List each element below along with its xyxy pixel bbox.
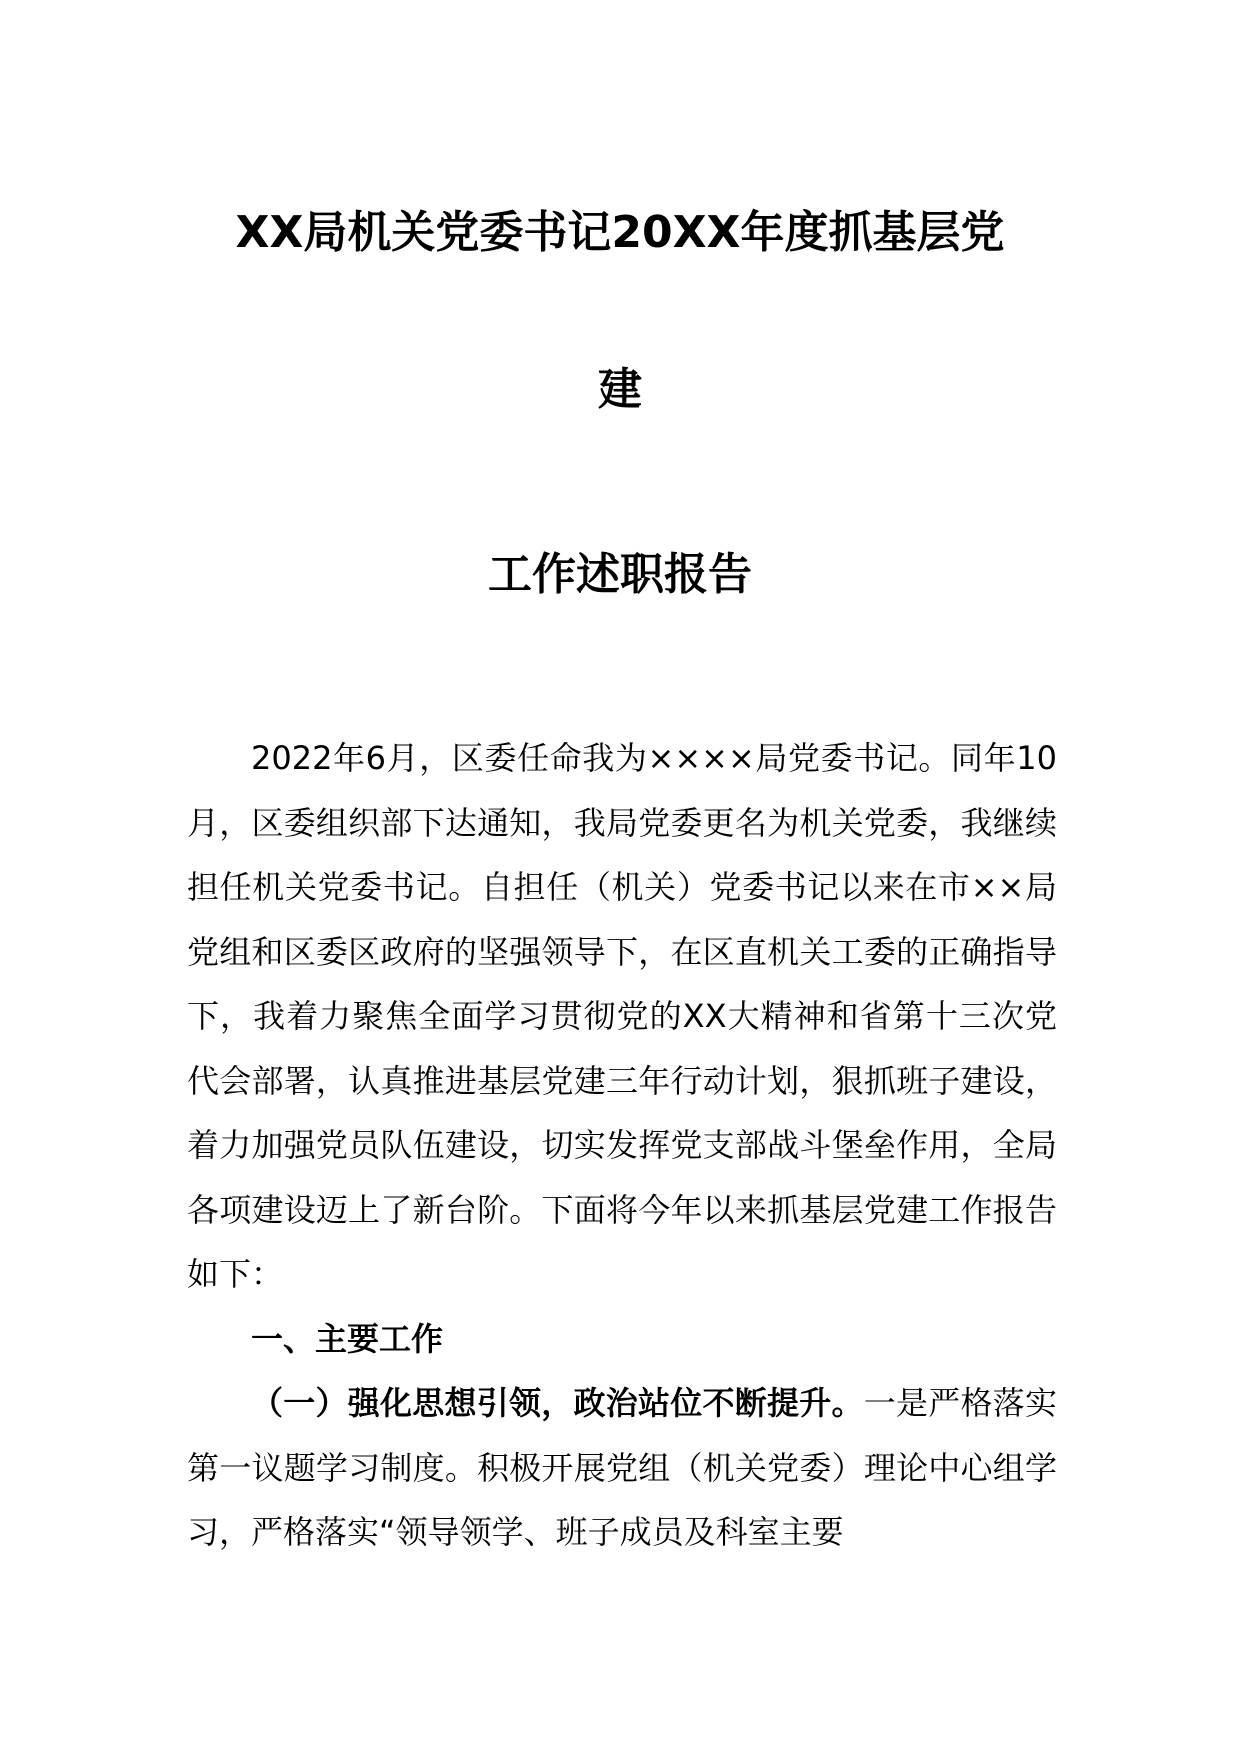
subsection-text: 一是严格落实第一议题学习制度。积极开展党组（机关党委）理论中心组学习，严格落实“领导领学、班子成员及科室主要	[187, 1384, 1057, 1551]
section-heading: 一、主要工作	[251, 1319, 444, 1358]
intro-paragraph: 2022年6月，区委任命我为××××局党委书记。同年10月，区委组织部下达通知，我局党委更名为机关党委，我继续担任机关党委书记。自担任（机关）党委书记以来在市××局党组和区委区政府的坚强领导下，在区直机关工委的正确指导下，我着力聚焦全面学习贯彻党的XX大精神和省第十三次党代会部署，认真推进基层党建三年行动计划，狠抓班子建设，着力加强党员队伍建设，切实发挥党支部战斗堡垒作用，全局各项建设迈上了新台阶。下面将今年以来抓基层党建工作报告如下：	[187, 739, 1057, 1293]
subsection-paragraph	[187, 1371, 1057, 1565]
subsection-heading: （一）强化思想引领，政治站位不断提升。	[251, 1384, 864, 1422]
document-title-line-1: XX局机关党委书记20XX年度抓基层党	[235, 207, 1005, 258]
document-title-line-2: 建	[598, 364, 642, 415]
document-body	[187, 726, 1057, 1565]
document-title-line-3: 工作述职报告	[488, 549, 752, 600]
